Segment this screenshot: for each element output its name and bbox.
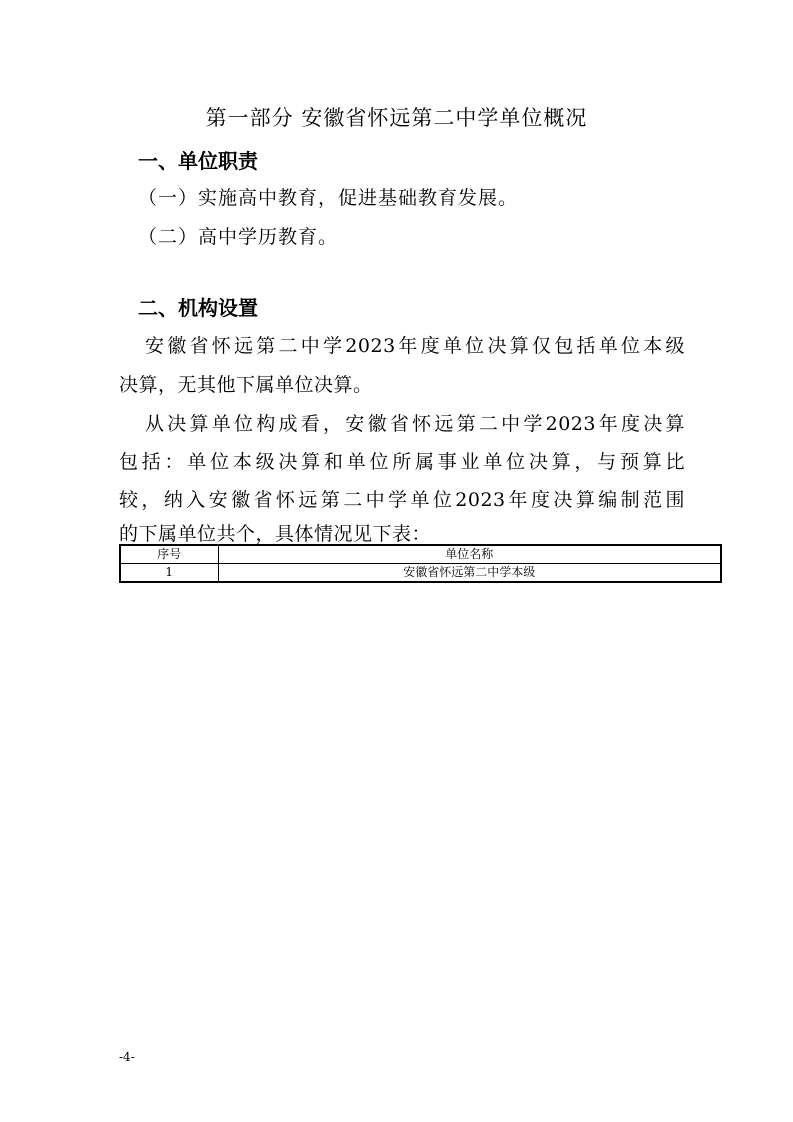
column-header-unit-name: 单位名称 <box>218 545 721 564</box>
paragraph-line: 决算，无其他下属单位决算。 <box>119 374 373 396</box>
table-header-row <box>120 545 721 564</box>
table-row <box>120 564 721 583</box>
cell-unit-name: 安徽省怀远第二中学本级 <box>218 564 721 583</box>
cell-number: 1 <box>120 564 218 583</box>
responsibility-item-1: （一）实施高中教育，促进基础教育发展。 <box>138 187 519 209</box>
section-heading-organization: 二、机构设置 <box>138 296 258 320</box>
page-number: -4- <box>119 1050 135 1064</box>
paragraph-line: 较，纳入安徽省怀远第二中学单位2023年度决算编制范围 <box>119 489 685 511</box>
column-header-number: 序号 <box>120 545 218 564</box>
paragraph-line: 从决算单位构成看，安徽省怀远第二中学2023年度决算 <box>145 413 685 435</box>
page-title: 第一部分 安徽省怀远第二中学单位概况 <box>205 106 588 130</box>
paragraph-line: 的下属单位共个，具体情况见下表： <box>119 523 432 545</box>
responsibility-item-2: （二）高中学历教育。 <box>138 226 339 248</box>
section-heading-responsibilities: 一、单位职责 <box>138 149 258 173</box>
paragraph-line: 安徽省怀远第二中学2023年度单位决算仅包括单位本级 <box>145 335 685 357</box>
units-table <box>119 544 722 583</box>
paragraph-line: 包括：单位本级决算和单位所属事业单位决算，与预算比 <box>119 451 685 473</box>
